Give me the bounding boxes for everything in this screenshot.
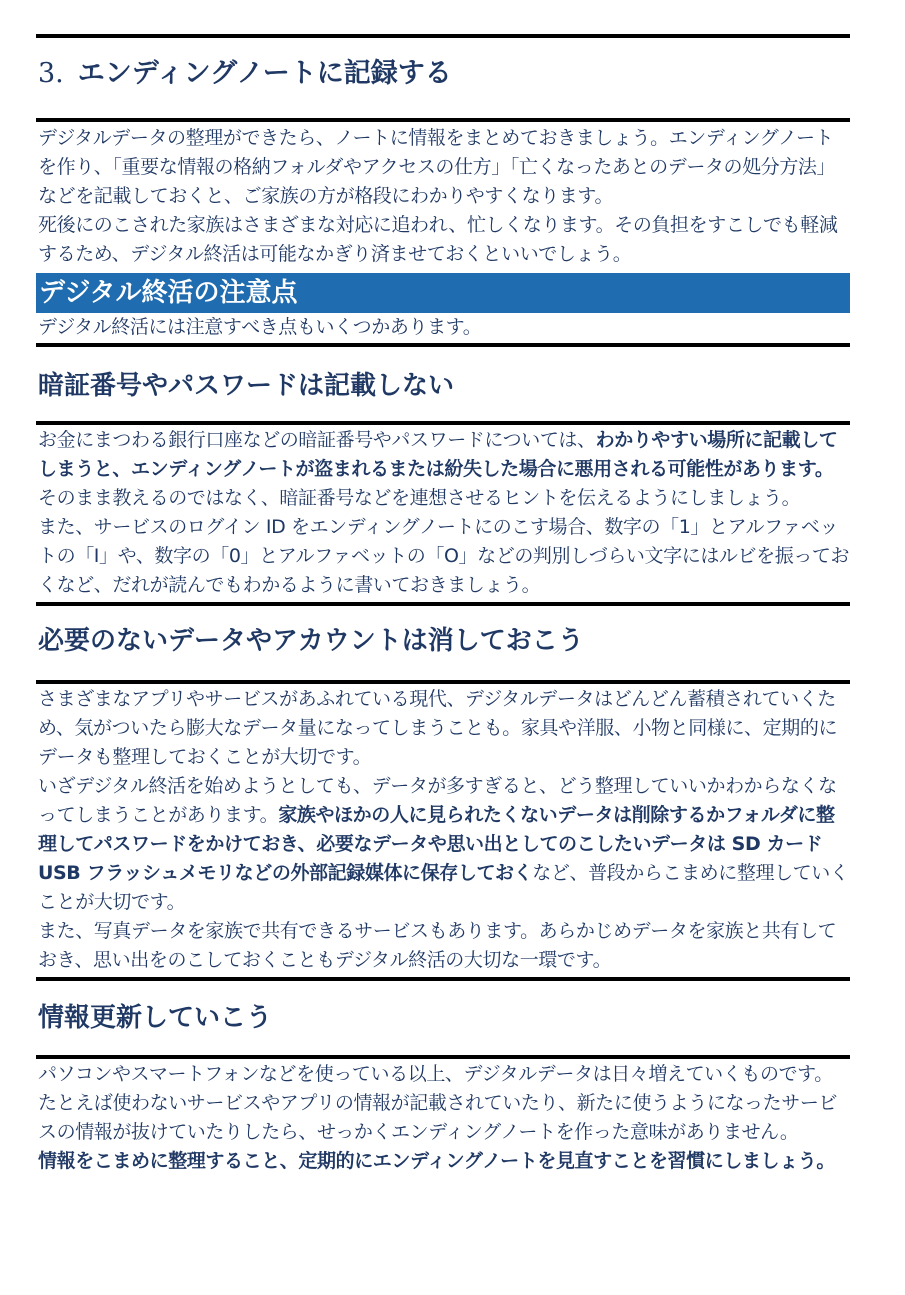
intro-paragraph-1: デジタルデータの整理ができたら、ノートに情報をまとめておきましょう。エンディングノートを作り、「重要な情報の格納フォルダやアクセスの仕方」「亡くなったあとのデータの処分方法」などを記載しておくと、ご家族の方が格段にわかりやすくなります。: [38, 127, 836, 207]
heading-rule: [36, 118, 850, 122]
section-number: 3.: [38, 58, 64, 89]
section-title: エンディングノートに記録する: [77, 58, 452, 89]
notes-lead: デジタル終活には注意すべき点もいくつかあります。: [38, 316, 482, 338]
intro-text: [36, 124, 850, 269]
intro-paragraph-2: 死後にのこされた家族はさまざまな対応に追われ、忙しくなります。その負担をすこしでも軽減するため、デジタル終活は可能なかぎり済ませておくといいでしょう。: [38, 214, 838, 265]
pin-warning-bold: わかりやすい場所に記載してしまうと、エンディングノートが盗まれるまたは紛失した場合に悪用される可能性があります。: [38, 429, 838, 480]
document-page: [36, 0, 850, 1176]
pin-text: [36, 426, 850, 600]
update-paragraph-2: [38, 1147, 850, 1176]
pin-heading-rule: [36, 421, 850, 425]
pin-paragraph-1: お金にまつわる銀行口座などの暗証番号やパスワードについては、わかりやすい場所に記載してしまうと、エンディングノートが盗まれるまたは紛失した場合に悪用される可能性があります。そのまま教えるのではなく、暗証番号などを連想させるヒントを伝えるようにしましょう。: [38, 429, 838, 509]
cleanup-end-rule: [36, 977, 850, 981]
banner-rule: [36, 343, 850, 347]
cleanup-advice-bold: 家族やほかの人に見られたくないデータは削除するかフォルダに整理してパスワードをかけておき、必要なデータや思い出としてのこしたいデータは SD カード USB フラッシュメモリなどの外部記録媒体に保存しておく: [38, 804, 835, 884]
cleanup-paragraph-1: さまざまなアプリやサービスがあふれている現代、デジタルデータはどんどん蓄積されていくため、気がついたら膨大なデータ量になってしまうことも。家具や洋服、小物と同様に、定期的にデータも整理しておくことが大切です。: [38, 688, 838, 768]
pin-paragraph-2: また、サービスのログイン ID をエンディングノートにのこす場合、数字の「1」とアルファベットの「I」や、数字の「0」とアルファベットの「O」などの判別しづらい文字にはルビを振っておくなど、だれが読んでもわかるように書いておきましょう。: [38, 516, 850, 596]
cleanup-heading-rule: [36, 680, 850, 684]
update-heading: 情報更新していこう: [38, 1003, 273, 1033]
section-heading: [36, 38, 850, 110]
cleanup-paragraph-3: また、写真データを家族で共有できるサービスもあります。あらかじめデータを家族と共有しておき、思い出をのこしておくこともデジタル終活の大切な一環です。: [38, 920, 837, 971]
cleanup-heading: 必要のないデータやアカウントは消しておこう: [38, 626, 584, 656]
pin-end-rule: [36, 602, 850, 606]
update-paragraph-1: パソコンやスマートフォンなどを使っている以上、デジタルデータは日々増えていくものです。たとえば使わないサービスやアプリの情報が記載されていたり、新たに使うようになったサービスの情報が抜けていたりしたら、せっかくエンディングノートを作った意味がありません。: [38, 1063, 838, 1143]
cleanup-text: [36, 685, 850, 975]
notes-banner: デジタル終活の注意点: [36, 273, 850, 313]
update-heading-rule: [36, 1055, 850, 1059]
cleanup-paragraph-2: いざデジタル終活を始めようとしても、データが多すぎると、どう整理していいかわからなくなってしまうことがあります。家族やほかの人に見られたくないデータは削除するかフォルダに整理してパスワードをかけておき、必要なデータや思い出としてのこしたいデータは SD カード USB フラッシュメモリなどの外部記録媒体に保存しておくなど、普段からこまめに整理していくことが大切です。: [38, 775, 849, 913]
update-text: [36, 1060, 850, 1176]
update-habit-bold: 情報をこまめに整理すること、定期的にエンディングノートを見直すことを習慣にしましょう。: [38, 1150, 835, 1172]
pin-heading: 暗証番号やパスワードは記載しない: [38, 371, 455, 401]
